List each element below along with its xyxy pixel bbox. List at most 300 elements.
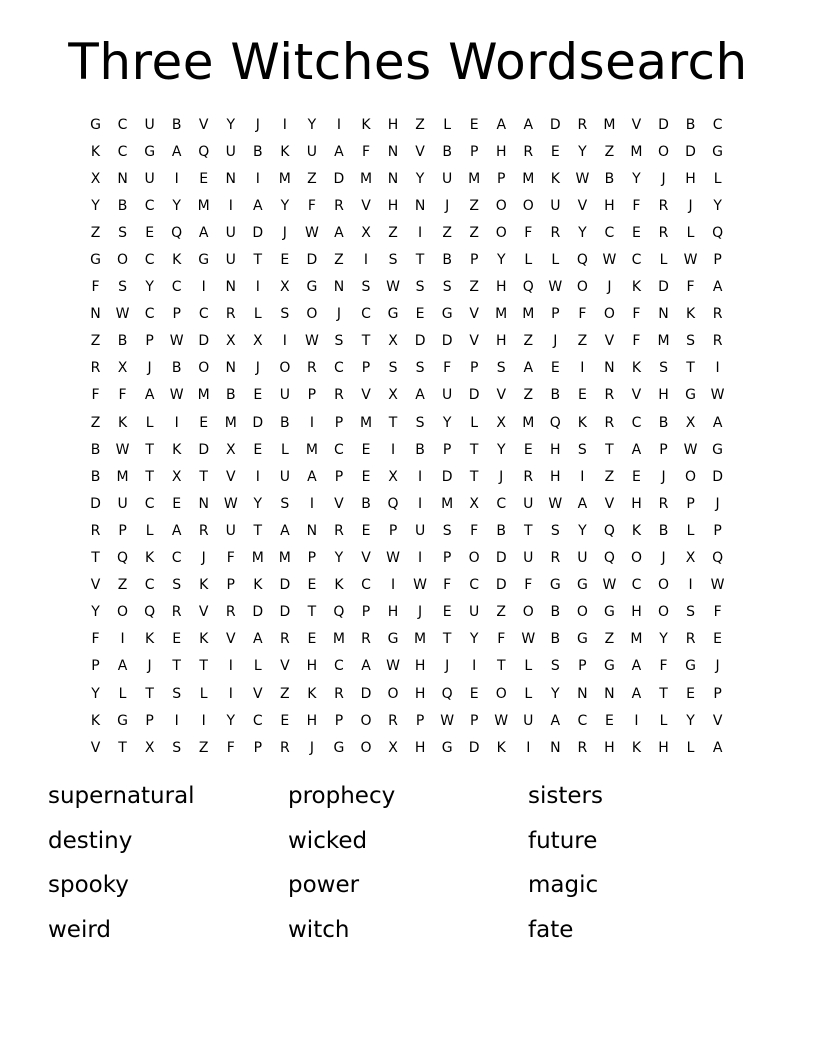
grid-letter: N (306, 522, 318, 539)
grid-letter: P (415, 712, 425, 729)
grid-letter: S (280, 495, 290, 512)
grid-letter: P (497, 170, 506, 187)
grid-letter: F (91, 631, 100, 648)
grid-row (82, 599, 742, 626)
grid-letter: X (685, 414, 696, 431)
grid-letter: D (658, 116, 669, 133)
grid-letter: W (440, 712, 455, 729)
grid-row (82, 111, 742, 138)
grid-letter: W (602, 252, 617, 269)
grid-letter: Q (198, 143, 210, 160)
grid-letter: M (116, 468, 129, 485)
grid-letter: W (548, 495, 563, 512)
grid-letter: Z (469, 224, 479, 241)
grid-letter: O (576, 279, 588, 296)
grid-letter: W (169, 387, 184, 404)
grid-letter: B (171, 360, 182, 377)
grid-letter: G (90, 116, 101, 133)
grid-letter: Y (713, 197, 722, 214)
grid-letter: Y (91, 197, 100, 214)
grid-letter: L (145, 414, 154, 431)
grid-letter: H (658, 387, 669, 404)
grid-letter: V (496, 387, 507, 404)
grid-letter: U (414, 522, 426, 539)
grid-letter: E (199, 414, 209, 431)
grid-letter: L (686, 522, 695, 539)
grid-letter: S (442, 279, 452, 296)
grid-letter: S (334, 333, 344, 350)
grid-letter: K (145, 550, 155, 567)
grid-letter: I (418, 224, 423, 241)
grid-letter: M (522, 306, 535, 323)
grid-letter: U (523, 712, 534, 729)
grid-letter: V (469, 306, 479, 323)
grid-letter: T (469, 468, 479, 485)
grid-letter: Z (442, 224, 452, 241)
grid-letter: A (334, 143, 344, 160)
grid-letter: G (576, 577, 588, 594)
grid-letter: K (631, 360, 642, 377)
grid-letter: E (253, 387, 263, 404)
grid-letter: J (553, 333, 558, 350)
grid-letter: B (415, 441, 425, 458)
grid-letter: R (685, 631, 696, 648)
grid-letter: D (658, 279, 669, 296)
grid-letter: R (334, 197, 344, 214)
grid-letter: E (253, 441, 263, 458)
grid-letter: P (334, 414, 344, 431)
grid-letter: A (577, 495, 588, 512)
grid-letter: S (415, 414, 425, 431)
grid-letter: B (658, 414, 669, 431)
grid-letter: P (469, 360, 479, 377)
grid-letter: Q (441, 685, 453, 702)
grid-letter: M (278, 170, 291, 187)
grid-letter: M (630, 631, 643, 648)
grid-letter: I (309, 414, 314, 431)
grid-letter: Q (387, 495, 399, 512)
grid-letter: V (253, 685, 263, 702)
grid-letter: D (252, 224, 264, 241)
grid-letter: D (198, 333, 210, 350)
grid-letter: J (715, 658, 720, 675)
grid-letter: M (657, 333, 670, 350)
grid-letter: I (255, 279, 260, 296)
grid-row (82, 734, 742, 761)
grid-letter: T (253, 522, 263, 539)
grid-letter: L (443, 116, 452, 133)
grid-letter: P (307, 550, 317, 567)
grid-letter: Z (90, 224, 101, 241)
grid-letter: A (631, 441, 642, 458)
grid-letter: L (686, 739, 695, 756)
grid-letter: Y (415, 170, 425, 187)
grid-letter: E (632, 224, 641, 241)
grid-letter: J (282, 224, 287, 241)
grid-letter: L (253, 306, 262, 323)
grid-letter: Z (307, 170, 317, 187)
grid-letter: U (279, 387, 290, 404)
grid-letter: T (307, 604, 317, 621)
grid-letter: O (495, 197, 507, 214)
grid-letter: L (659, 712, 668, 729)
grid-letter: F (497, 631, 506, 648)
grid-letter: A (253, 631, 263, 648)
grid-letter: B (280, 414, 290, 431)
grid-letter: A (550, 712, 561, 729)
grid-letter: O (576, 604, 588, 621)
word-list-item: supernatural (48, 783, 195, 809)
grid-letter: F (713, 604, 722, 621)
grid-letter: N (333, 279, 345, 296)
grid-letter: K (685, 306, 696, 323)
grid-row (82, 572, 742, 599)
grid-letter: J (661, 550, 666, 567)
grid-letter: O (387, 685, 399, 702)
grid-letter: C (361, 306, 371, 323)
grid-letter: F (632, 333, 641, 350)
grid-letter: M (197, 387, 210, 404)
grid-letter: J (715, 495, 720, 512)
grid-row (82, 490, 742, 517)
grid-letter: V (280, 658, 290, 675)
grid-letter: I (472, 658, 477, 675)
grid-letter: I (363, 252, 369, 269)
grid-letter: V (90, 739, 101, 756)
grid-letter: F (470, 522, 479, 539)
grid-letter: V (225, 468, 236, 485)
grid-letter: G (306, 279, 318, 296)
grid-letter: I (255, 468, 260, 485)
grid-letter: Z (523, 333, 534, 350)
grid-letter: I (336, 116, 342, 133)
grid-letter: L (253, 658, 262, 675)
grid-letter: Z (415, 116, 425, 133)
grid-letter: I (228, 197, 233, 214)
word-list-item: wicked (288, 827, 368, 854)
grid-letter: H (414, 658, 426, 675)
grid-letter: Y (145, 279, 154, 296)
grid-letter: I (634, 712, 639, 729)
grid-letter: U (117, 495, 128, 512)
grid-letter: H (495, 279, 507, 296)
grid-letter: R (712, 306, 723, 323)
grid-letter: G (603, 604, 615, 621)
grid-letter: D (712, 468, 723, 485)
grid-letter: T (145, 685, 154, 702)
grid-letter: A (334, 224, 344, 241)
grid-letter: C (252, 712, 263, 729)
grid-letter: F (118, 387, 127, 404)
grid-letter: D (360, 685, 372, 702)
grid-letter: P (226, 577, 235, 594)
grid-letter: G (387, 306, 399, 323)
grid-letter: D (414, 333, 426, 350)
grid-letter: O (657, 604, 670, 621)
grid-letter: X (685, 550, 696, 567)
grid-letter: I (418, 550, 423, 567)
grid-letter: J (445, 658, 450, 675)
grid-letter: C (604, 224, 615, 241)
grid-letter: P (551, 306, 560, 323)
grid-letter: S (550, 522, 560, 539)
grid-letter: A (712, 739, 723, 756)
grid-letter: S (415, 360, 425, 377)
grid-letter: U (577, 550, 588, 567)
grid-letter: F (443, 360, 452, 377)
grid-letter: T (388, 414, 398, 431)
grid-letter: R (604, 387, 615, 404)
grid-letter: E (172, 495, 182, 512)
grid-letter: V (361, 550, 371, 567)
grid-row (82, 219, 742, 246)
grid-letter: D (685, 143, 696, 160)
grid-letter: B (658, 522, 669, 539)
grid-letter: B (361, 495, 371, 512)
grid-letter: E (199, 170, 209, 187)
grid-letter: J (607, 279, 612, 296)
grid-letter: G (387, 631, 399, 648)
grid-letter: X (171, 468, 182, 485)
grid-letter: A (415, 387, 425, 404)
grid-letter: H (495, 333, 507, 350)
grid-letter: N (577, 685, 588, 702)
grid-letter: B (171, 116, 182, 133)
grid-letter: K (631, 522, 642, 539)
grid-letter: U (225, 143, 236, 160)
grid-letter: G (712, 143, 724, 160)
grid-letter: N (604, 360, 615, 377)
grid-row (82, 680, 742, 707)
grid-letter: R (225, 604, 236, 621)
grid-letter: E (469, 116, 479, 133)
grid-letter: T (145, 468, 154, 485)
grid-letter: W (223, 495, 238, 512)
grid-letter: I (390, 441, 396, 458)
grid-letter: P (442, 441, 452, 458)
grid-letter: W (304, 224, 319, 241)
grid-letter: S (686, 604, 695, 621)
grid-letter: X (225, 333, 236, 350)
grid-letter: B (225, 387, 236, 404)
grid-letter: K (117, 414, 128, 431)
word-list-item: prophecy (288, 783, 396, 809)
grid-letter: E (145, 224, 155, 241)
grid-letter: G (549, 577, 561, 594)
grid-letter: U (442, 170, 453, 187)
grid-letter: C (334, 360, 344, 377)
grid-letter: S (577, 441, 587, 458)
grid-letter: A (523, 360, 534, 377)
grid-letter: G (576, 631, 588, 648)
grid-letter: E (577, 387, 587, 404)
grid-letter: M (468, 170, 481, 187)
grid-letter: K (550, 170, 560, 187)
grid-letter: R (334, 685, 344, 702)
grid-letter: Z (198, 739, 209, 756)
grid-letter: J (309, 739, 314, 756)
grid-letter: C (631, 577, 642, 594)
grid-letter: I (201, 712, 206, 729)
grid-letter: L (551, 252, 560, 269)
grid-letter: H (387, 197, 399, 214)
grid-letter: H (306, 658, 318, 675)
grid-letter: V (225, 631, 236, 648)
grid-letter: S (659, 360, 668, 377)
grid-letter: Y (91, 604, 100, 621)
grid-letter: C (144, 252, 155, 269)
grid-letter: L (470, 414, 479, 431)
grid-letter: I (201, 279, 206, 296)
grid-letter: Z (604, 468, 615, 485)
grid-letter: X (388, 333, 398, 350)
grid-letter: I (174, 712, 179, 729)
grid-letter: J (255, 116, 260, 133)
grid-letter: G (144, 143, 156, 160)
grid-letter: I (309, 495, 314, 512)
grid-letter: W (304, 333, 319, 350)
grid-row (82, 436, 742, 463)
word-list-item: magic (528, 872, 599, 898)
grid-letter: H (550, 441, 561, 458)
grid-letter: T (469, 441, 479, 458)
grid-letter: O (360, 739, 372, 756)
grid-letter: R (334, 522, 344, 539)
grid-letter: J (418, 604, 423, 621)
grid-letter: Y (578, 224, 587, 241)
grid-letter: A (712, 279, 723, 296)
grid-letter: F (91, 387, 100, 404)
grid-letter: X (117, 360, 128, 377)
grid-letter: C (361, 577, 371, 594)
grid-letter: W (386, 279, 400, 296)
grid-letter: L (145, 522, 154, 539)
grid-letter: J (688, 197, 693, 214)
grid-letter: Z (604, 143, 615, 160)
grid-letter: A (117, 658, 128, 675)
grid-letter: I (174, 170, 179, 187)
grid-letter: V (90, 577, 101, 594)
grid-row (82, 138, 742, 165)
grid-letter: B (90, 468, 101, 485)
grid-letter: J (147, 360, 152, 377)
grid-letter: S (686, 333, 695, 350)
grid-letter: P (388, 522, 398, 539)
grid-letter: O (495, 685, 507, 702)
grid-letter: R (279, 631, 290, 648)
grid-letter: W (494, 712, 509, 729)
grid-letter: H (631, 495, 642, 512)
grid-letter: D (279, 604, 291, 621)
grid-letter: A (280, 522, 290, 539)
grid-letter: X (388, 739, 398, 756)
grid-letter: X (225, 441, 236, 458)
grid-letter: B (685, 116, 696, 133)
grid-letter: E (550, 143, 560, 160)
grid-letter: H (550, 468, 561, 485)
grid-letter: B (550, 631, 561, 648)
grid-letter: E (172, 631, 182, 648)
grid-letter: V (361, 197, 371, 214)
grid-letter: A (496, 116, 507, 133)
grid-letter: J (661, 170, 666, 187)
grid-letter: P (686, 495, 695, 512)
word-list-item: weird (48, 916, 112, 943)
grid-letter: C (171, 279, 182, 296)
grid-letter: I (688, 577, 693, 594)
grid-letter: D (441, 468, 453, 485)
grid-letter: U (442, 387, 453, 404)
grid-letter: K (172, 252, 182, 269)
grid-letter: Q (171, 224, 183, 241)
grid-letter: D (198, 441, 210, 458)
grid-letter: M (278, 550, 291, 567)
grid-letter: N (225, 170, 236, 187)
grid-letter: U (550, 197, 561, 214)
grid-letter: R (361, 631, 371, 648)
grid-letter: T (145, 441, 154, 458)
grid-letter: S (388, 360, 398, 377)
grid-letter: M (414, 631, 427, 648)
grid-letter: F (632, 306, 641, 323)
grid-letter: Q (712, 550, 724, 567)
grid-letter: T (199, 468, 208, 485)
grid-letter: Q (117, 550, 129, 567)
grid-letter: K (631, 279, 642, 296)
grid-letter: Z (90, 414, 101, 431)
grid-letter: O (657, 577, 670, 594)
grid-row (82, 463, 742, 490)
grid-letter: F (686, 279, 695, 296)
grid-letter: B (90, 441, 101, 458)
grid-letter: X (144, 739, 155, 756)
grid-letter: C (712, 116, 723, 133)
grid-letter: W (386, 550, 400, 567)
grid-letter: M (522, 170, 535, 187)
grid-letter: A (523, 116, 534, 133)
grid-letter: N (658, 306, 669, 323)
grid-letter: Z (577, 333, 588, 350)
grid-letter: G (603, 658, 615, 675)
grid-letter: N (387, 143, 399, 160)
grid-letter: E (686, 685, 695, 702)
grid-letter: C (334, 441, 344, 458)
grid-letter: O (198, 360, 210, 377)
grid-letter: Y (280, 197, 290, 214)
grid-letter: O (657, 143, 670, 160)
grid-row (82, 545, 742, 572)
grid-letter: N (225, 360, 236, 377)
grid-letter: O (495, 224, 507, 241)
grid-letter: C (144, 197, 155, 214)
grid-letter: T (605, 441, 614, 458)
grid-letter: Y (578, 522, 587, 539)
grid-letter: M (522, 414, 535, 431)
grid-letter: Z (604, 631, 615, 648)
grid-letter: C (198, 306, 209, 323)
grid-letter: M (251, 550, 264, 567)
grid-row (82, 707, 742, 734)
grid-letter: F (307, 197, 316, 214)
grid-letter: P (469, 252, 479, 269)
grid-letter: S (442, 522, 452, 539)
grid-letter: E (469, 685, 479, 702)
grid-letter: E (280, 252, 290, 269)
grid-letter: C (469, 577, 480, 594)
grid-letter: U (523, 495, 534, 512)
grid-letter: M (224, 414, 237, 431)
grid-letter: X (90, 170, 101, 187)
